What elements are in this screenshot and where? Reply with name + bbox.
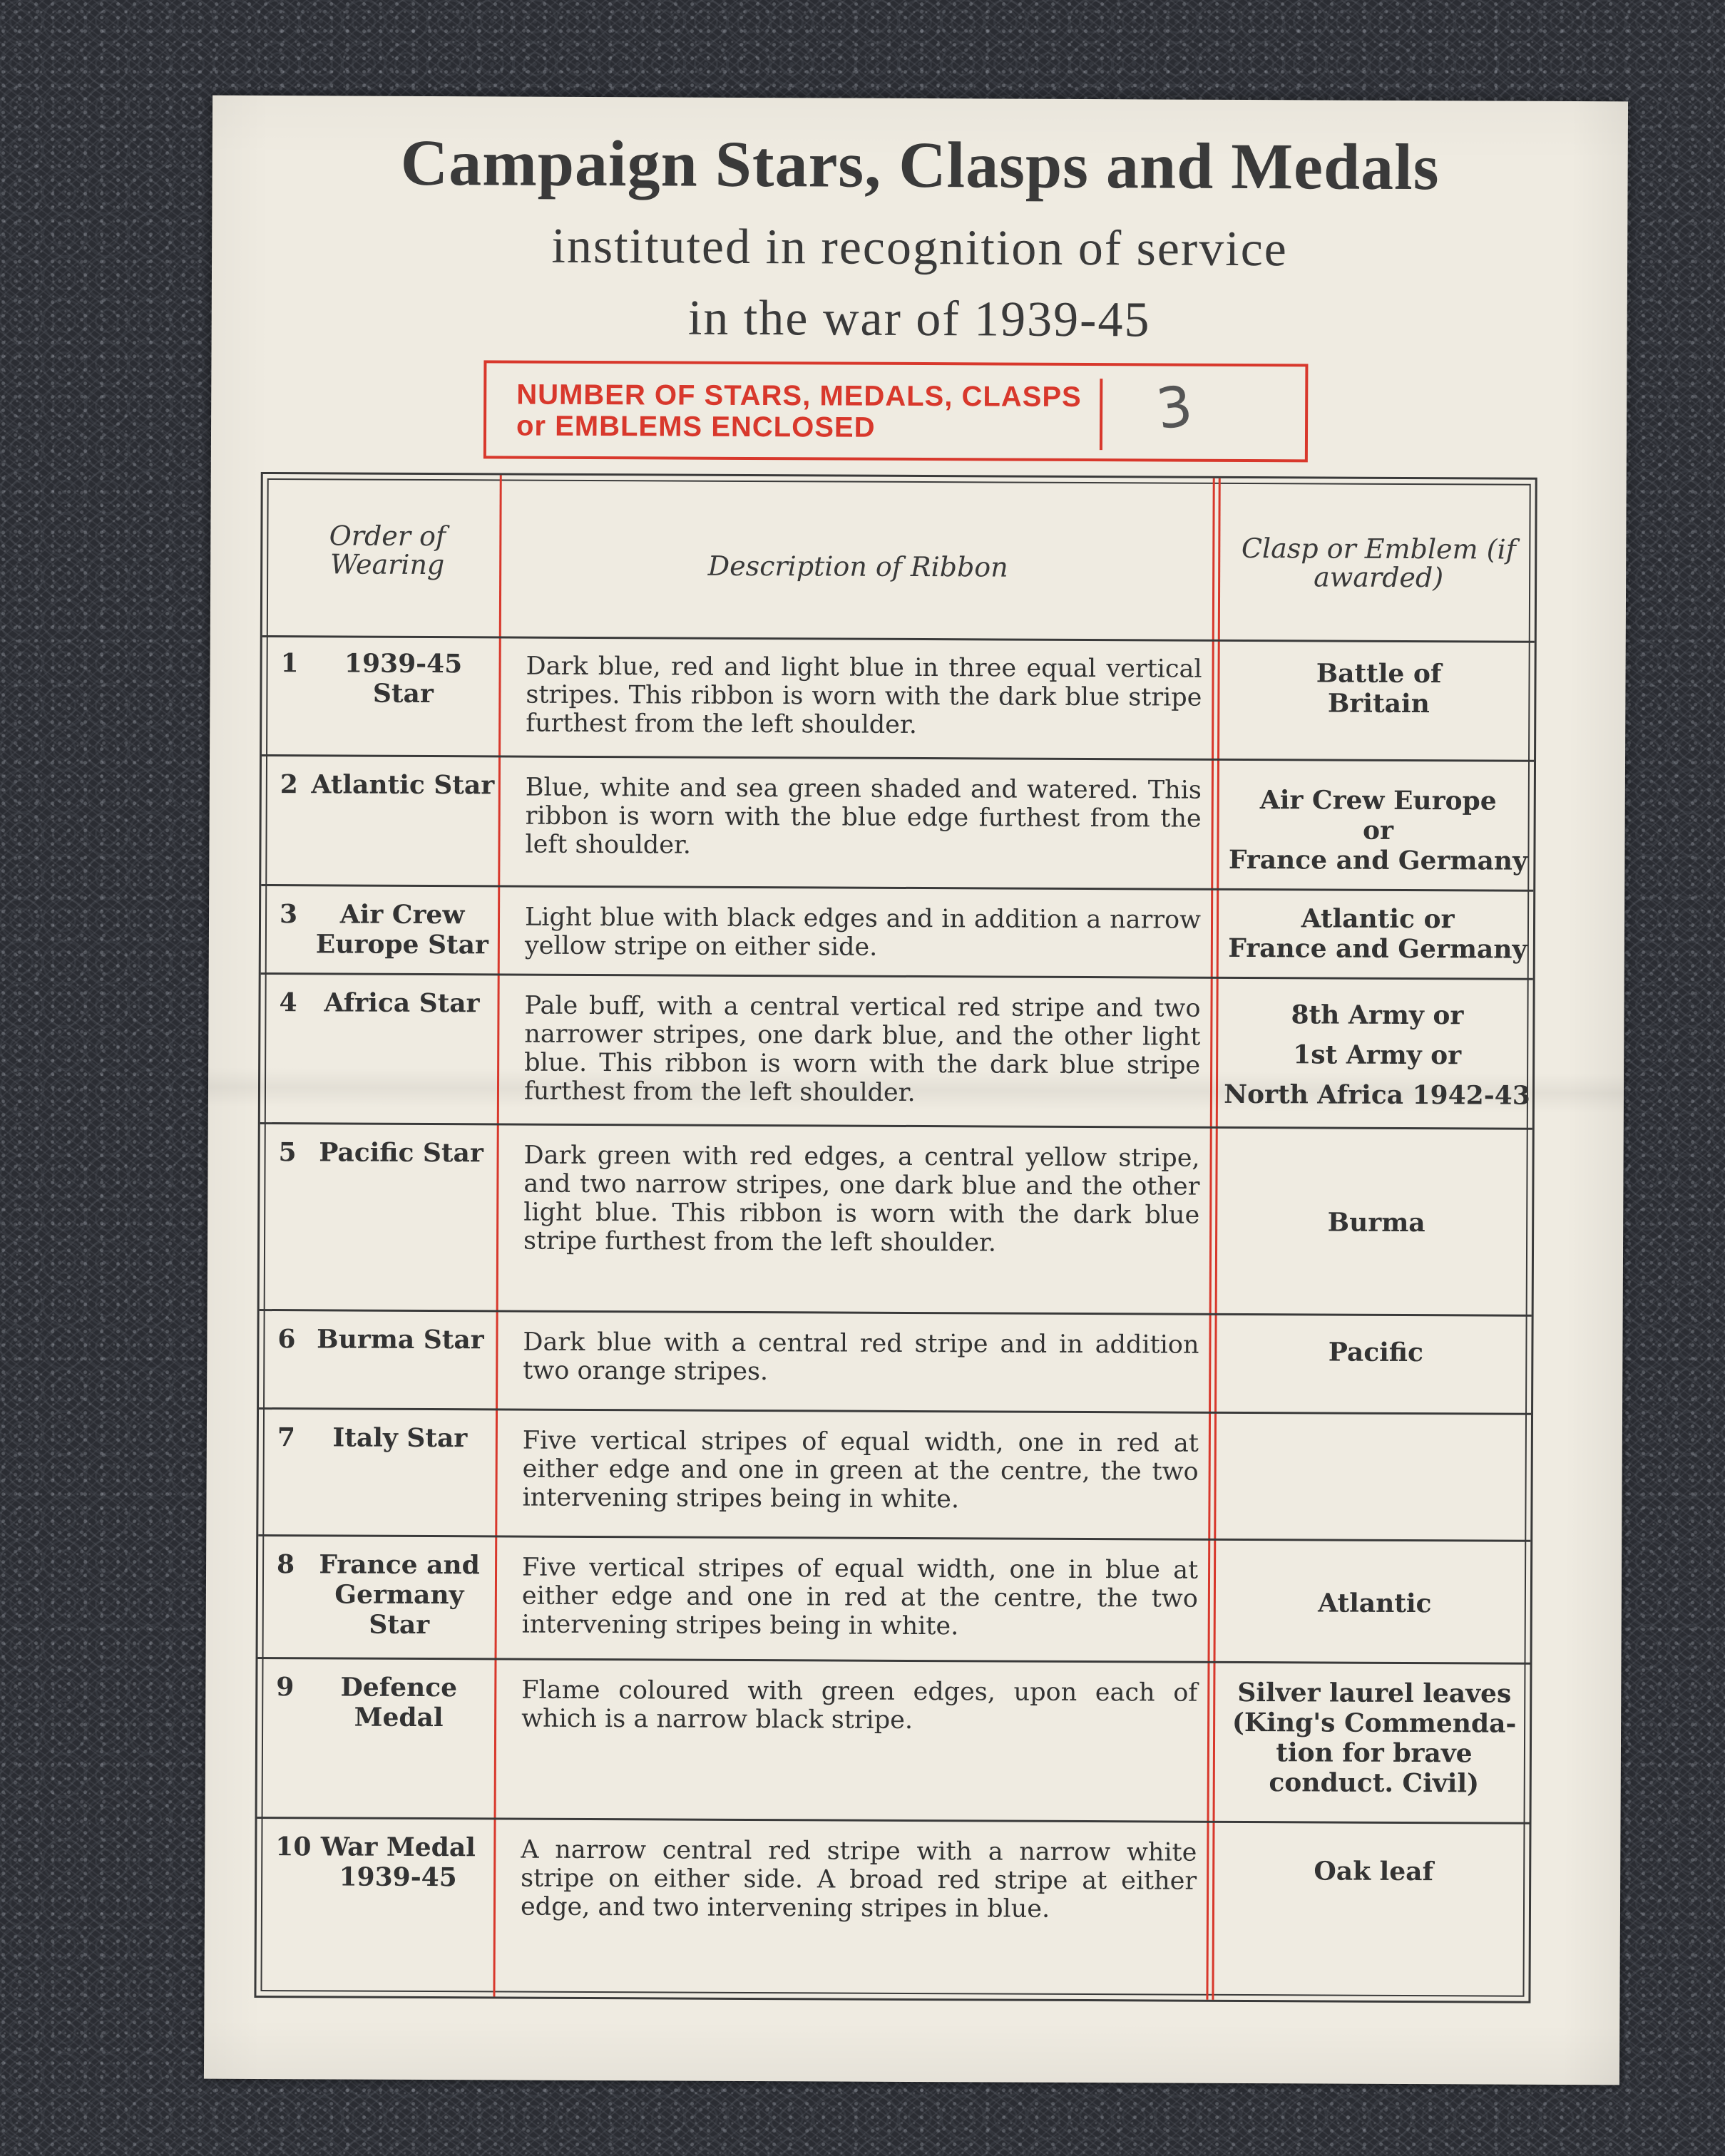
clasp-or-emblem: 8th Army or 1st Army or North Africa 1942-43 <box>1224 1000 1530 1111</box>
clasp-or-emblem: Oak leaf <box>1314 1856 1434 1887</box>
count-divider <box>1100 379 1102 450</box>
award-name: Italy Star <box>332 1422 468 1454</box>
ribbon-description: Blue, white and sea green shaded and watered. This ribbon is worn with the blue edge furthest from the left shoulder. <box>525 773 1202 860</box>
table-row <box>258 1410 1531 1542</box>
header-description-of-ribbon: Description of Ribbon <box>707 550 1008 583</box>
document-sheet <box>204 96 1628 2085</box>
award-name: Atlantic Star <box>311 769 495 801</box>
table-row <box>259 1311 1532 1415</box>
order-number: 9 <box>276 1672 295 1703</box>
order-number: 10 <box>275 1832 312 1862</box>
award-name: Pacific Star <box>319 1137 483 1169</box>
award-name: Defence Medal <box>340 1672 458 1733</box>
order-cell <box>270 1832 491 1892</box>
order-cell <box>275 769 496 800</box>
order-cell <box>270 1672 491 1732</box>
ribbon-description: A narrow central red stripe with a narrow white stripe on either side. A broad red stripe at either edge, and two intervening stripes in blue. <box>520 1835 1197 1924</box>
award-name: France and Germany Star <box>319 1549 480 1641</box>
table-row <box>260 975 1533 1130</box>
ribbon-description: Dark blue, red and light blue in three equal vertical stripes. This ribbon is worn with the dark blue stripe furthest from the left shoulder. <box>526 652 1202 740</box>
ribbon-description: Light blue with black edges and in addition a narrow yellow stripe on either side. <box>524 903 1202 962</box>
table-header <box>262 474 1535 643</box>
order-number: 6 <box>277 1324 296 1355</box>
table-row <box>260 1124 1532 1317</box>
award-name: Africa Star <box>324 987 480 1019</box>
clasp-or-emblem <box>1222 1435 1530 1437</box>
enclosed-count-box <box>483 360 1309 462</box>
table-row <box>257 1659 1530 1824</box>
table-row <box>261 886 1534 980</box>
clasp-or-emblem: Battle of Britain <box>1316 658 1442 719</box>
order-cell <box>273 987 494 1018</box>
order-number: 5 <box>278 1137 297 1168</box>
ribbon-description: Pale buff, with a central vertical red stripe and two narrower stripes, one dark blue, and the other light blue. This ribbon is worn with the dark blue stripe furthest from the left shoulder. <box>523 991 1201 1107</box>
order-number: 2 <box>280 769 299 800</box>
order-cell <box>271 1549 493 1640</box>
order-cell <box>272 1324 493 1355</box>
order-number: 4 <box>279 987 297 1018</box>
ribbon-description: Five vertical stripes of equal width, one in red at either edge and one in green at the centre, the two intervening stripes being in white. <box>522 1426 1199 1514</box>
clasp-or-emblem: Atlantic <box>1318 1588 1432 1619</box>
table-row <box>262 635 1535 762</box>
header-clasp-or-emblem: Clasp or Emblem (if awarded) <box>1241 532 1516 594</box>
order-cell <box>272 1422 493 1453</box>
table-row <box>256 1819 1529 2001</box>
order-cell <box>275 648 496 709</box>
clasp-or-emblem: Pacific <box>1328 1337 1424 1368</box>
medals-table <box>254 472 1537 2003</box>
table-row <box>258 1536 1531 1665</box>
order-number: 1 <box>280 648 299 679</box>
clasp-or-emblem: Silver laurel leaves (King's Commenda- tion for brave conduct. Civil) <box>1232 1677 1517 1799</box>
order-cell <box>273 1137 494 1168</box>
award-name: Burma Star <box>317 1324 484 1355</box>
order-number: 7 <box>277 1422 296 1453</box>
award-name: Air Crew Europe Star <box>315 899 489 960</box>
document-title: Campaign Stars, Clasps and Medals <box>400 125 1440 204</box>
enclosed-count-label: NUMBER OF STARS, MEDALS, CLASPS or EMBLEMS ENCLOSED <box>516 379 1082 443</box>
ribbon-description: Dark green with red edges, a central yellow stripe, and two narrow stripes, one dark blue and the other light blue. This ribbon is worn with the dark blue stripe furthest from the left shoulder. <box>523 1141 1200 1258</box>
order-cell <box>274 899 495 960</box>
clasp-or-emblem: Atlantic or France and Germany <box>1228 903 1527 965</box>
header-order-of-wearing: Order of Wearing <box>329 520 446 581</box>
award-name: War Medal 1939-45 <box>320 1832 476 1893</box>
clasp-or-emblem: Burma <box>1327 1207 1425 1238</box>
clasp-or-emblem: Air Crew Europe or France and Germany <box>1228 785 1528 876</box>
document-subtitle-line1: instituted in recognition of service <box>551 218 1288 277</box>
order-number: 8 <box>276 1549 295 1580</box>
award-name: 1939-45 Star <box>344 648 463 709</box>
order-number: 3 <box>279 899 298 930</box>
table-row <box>261 756 1534 892</box>
ribbon-description: Dark blue with a central red stripe and in addition two orange stripes. <box>523 1328 1199 1387</box>
ribbon-description: Flame coloured with green edges, upon each of which is a narrow black stripe. <box>521 1675 1198 1735</box>
enclosed-count-value: 3 <box>1152 374 1197 443</box>
document-subtitle-line2: in the war of 1939-45 <box>687 290 1151 348</box>
ribbon-description: Five vertical stripes of equal width, one in blue at either edge and one in red at the centre, the two intervening stripes being in white. <box>521 1553 1199 1641</box>
